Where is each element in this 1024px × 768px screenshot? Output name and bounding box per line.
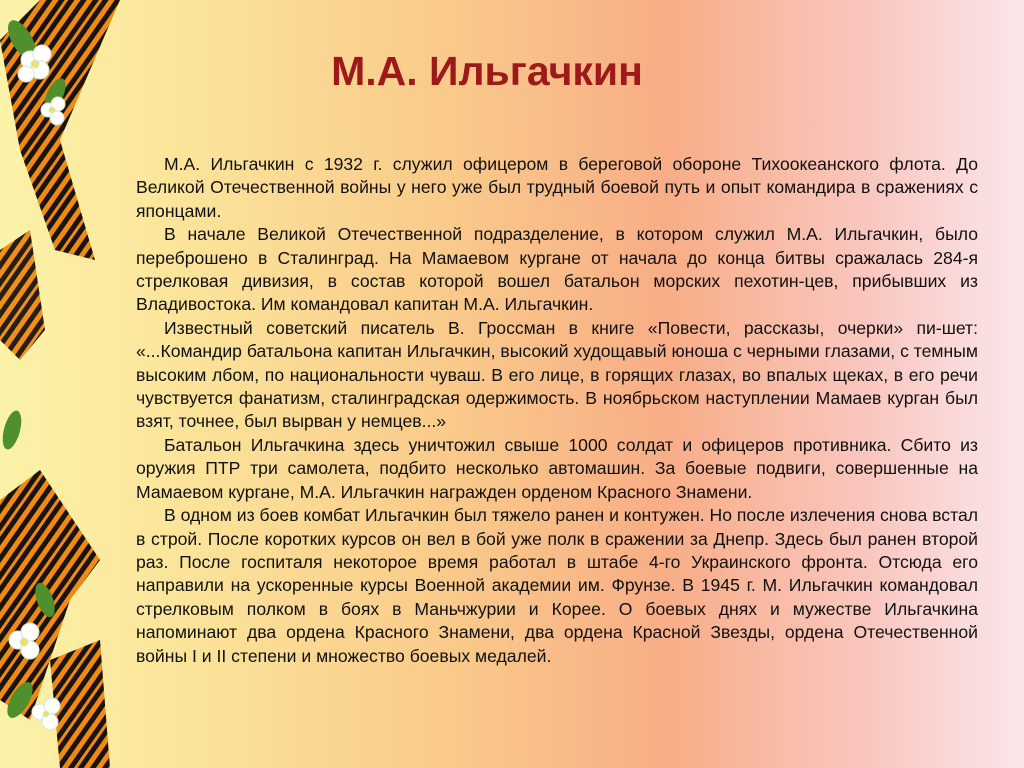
- ribbon-decoration: [0, 0, 130, 768]
- paragraph: Известный советский писатель В. Гроссман в книге «Повести, рассказы, очерки» пи-шет: «...Командир батальона капитан Ильгачкин, высокий худощавый юноша с черными глазами, с темным высоким лбом, по национальности чуваш. В его лице, в горящих глазах, во впалых щеках, в его речи чувствуется фанатизм, сталинградская одержимость. В ноябрьском наступлении Мамаев курган был взят, точнее, был вырван у немцев...»: [136, 317, 978, 432]
- page-title: М.А. Ильгачкин: [331, 48, 643, 94]
- body-text: [136, 153, 978, 668]
- paragraph: М.А. Ильгачкин с 1932 г. служил офицером в береговой обороне Тихоокеанского флота. До Великой Отечественной войны у него уже был трудный боевой путь и опыт командира в сражениях с японцами.: [136, 154, 978, 221]
- paragraph: Батальон Ильгачкина здесь уничтожил свыше 1000 солдат и офицеров противника. Сбито из оружия ПТР три самолета, подбито несколько автомашин. За боевые подвиги, совершенные на Мамаевом кургане, М.А. Ильгачкин награжден орденом Красного Знамени.: [136, 434, 978, 502]
- paragraph: В одном из боев комбат Ильгачкин был тяжело ранен и контужен. Но после излечения снова встал в строй. После коротких курсов он вел в бой уже полк в сражении за Днепр. Здесь был ранен второй раз. После госпиталя некоторое время работал в штабе 4-го Украинского фронта. Отсюда его направили на ускоренные курсы Военной академии им. Фрунзе. В 1945 г. М. Ильгачкин командовал стрелковым полком в боях в Маньчжурии и Корее. О боевых днях и мужестве Ильгачкина напоминают два ордена Красного Знамени, два ордена Красной Звезды, ордена Отечественной войны I и II степени и множество боевых медалей.: [136, 505, 978, 666]
- paragraph: В начале Великой Отечественной подразделение, в котором служил М.А. Ильгачкин, было переброшено в Сталинград. На Мамаевом кургане от начала до конца битвы сражалась 284-я стрелковая дивизия, в состав которой вошел батальон морских пехотин-цев, прибывших из Владивостока. Им командовал капитан М.А. Ильгачкин.: [136, 224, 978, 315]
- st-george-ribbon-icon: [0, 0, 130, 768]
